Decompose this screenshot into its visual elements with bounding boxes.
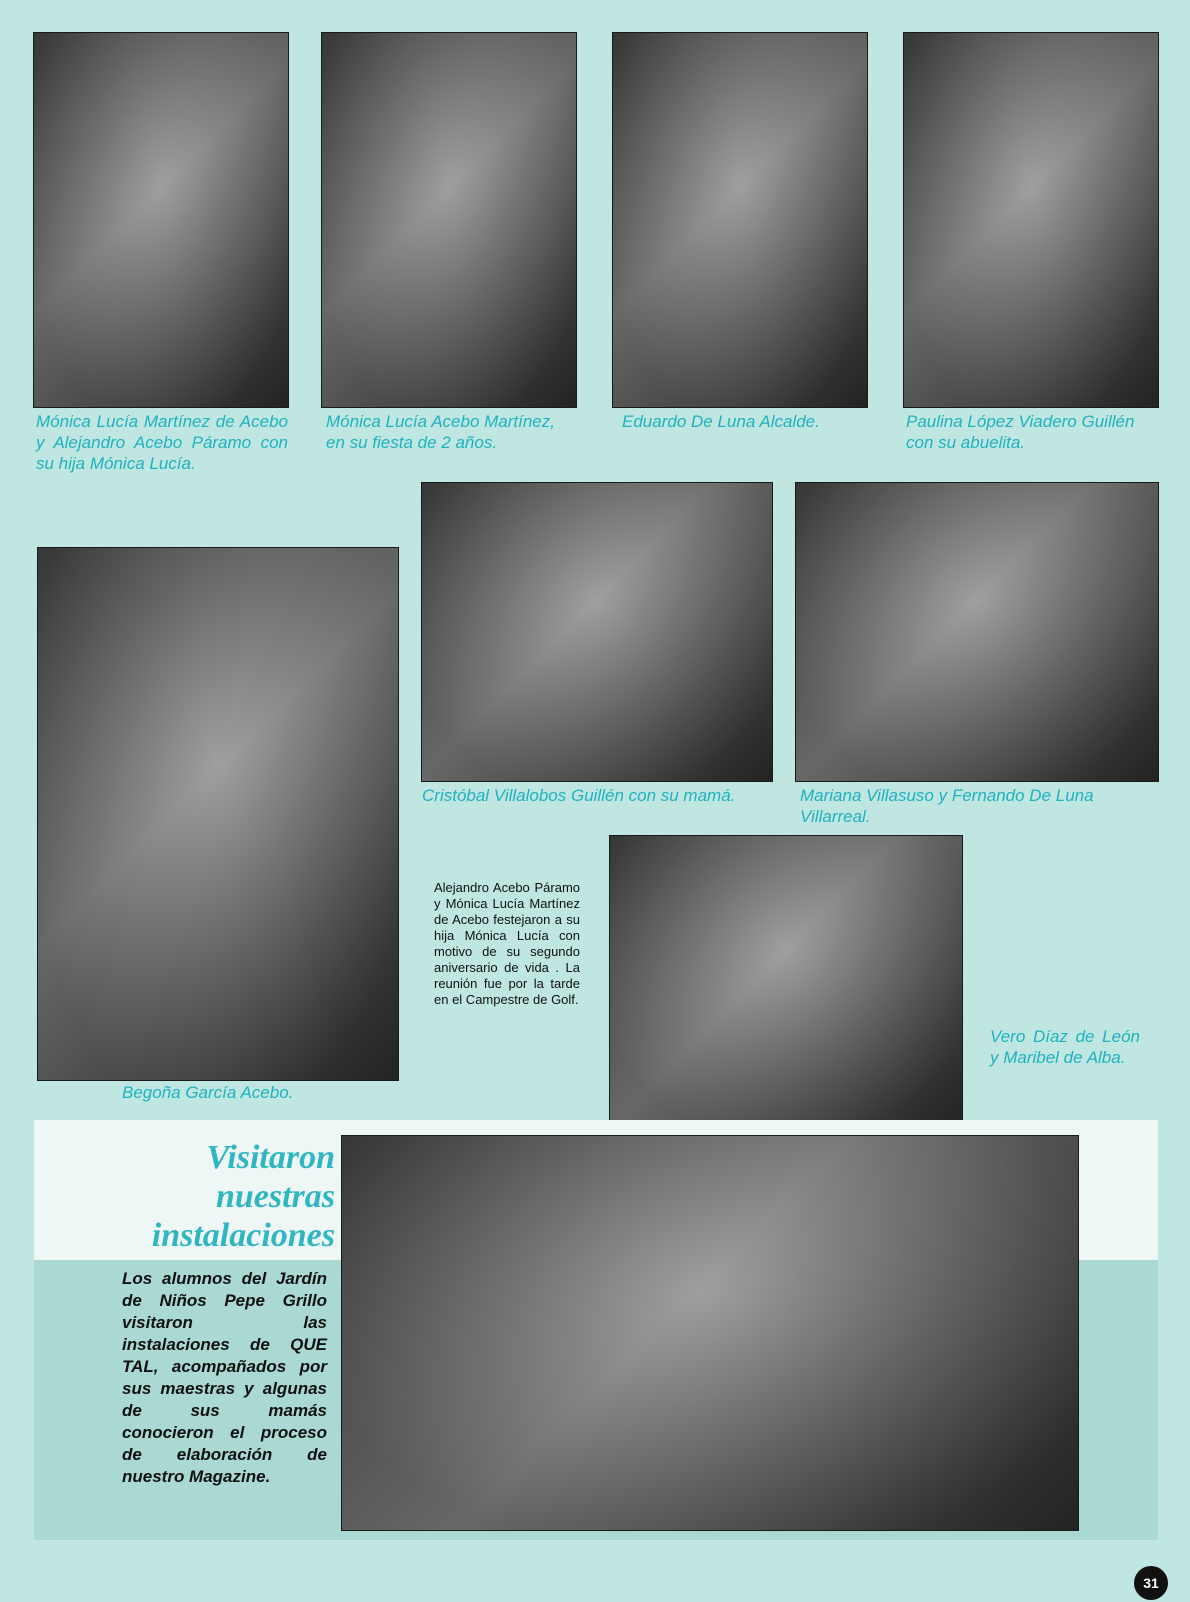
caption-monica-birthday: Mónica Lucía Acebo Martínez, en su fiesta de 2 años.	[326, 412, 555, 452]
photo-monica-birthday	[322, 33, 576, 407]
photo-cristobal-mother	[422, 483, 772, 781]
caption-vero-maribel: Vero Díaz de León y Maribel de Alba.	[990, 1027, 1140, 1067]
photo-eduardo	[613, 33, 867, 407]
caption-family-acebo: Mónica Lucía Martínez de Acebo y Alejandro Acebo Páramo con su hija Mónica Lucía.	[36, 412, 288, 473]
photo-school-group	[342, 1136, 1078, 1530]
photo-vero-maribel	[610, 836, 962, 1126]
caption-eduardo: Eduardo De Luna Alcalde.	[622, 412, 820, 431]
page-number: 31	[1134, 1566, 1168, 1600]
article-birthday-text: Alejandro Acebo Páramo y Mónica Lucía Martínez de Acebo festejaron a su hija Mónica Lucía con motivo de su segundo aniversario de vida . La reunión fue por la tarde en el Campestre de Golf.	[434, 880, 580, 1007]
photo-paulina-grandmother	[904, 33, 1158, 407]
photo-family-acebo	[34, 33, 288, 407]
photo-begona	[38, 548, 398, 1080]
feature-story-text: Los alumnos del Jardín de Niños Pepe Grillo visitaron las instalaciones de QUE TAL, acompañados por sus maestras y algunas de sus mamás conocieron el proceso de elaboración de nuestro Magazine.	[122, 1269, 327, 1486]
feature-headline: Visitaron nuestras instalaciones	[151, 1139, 335, 1254]
caption-begona: Begoña García Acebo.	[122, 1083, 294, 1102]
caption-cristobal: Cristóbal Villalobos Guillén con su mamá.	[422, 786, 736, 805]
caption-paulina: Paulina López Viadero Guillén con su abuelita.	[906, 412, 1135, 452]
caption-mariana-fernando: Mariana Villasuso y Fernando De Luna Villarreal.	[800, 786, 1094, 826]
photo-mariana-fernando	[796, 483, 1158, 781]
